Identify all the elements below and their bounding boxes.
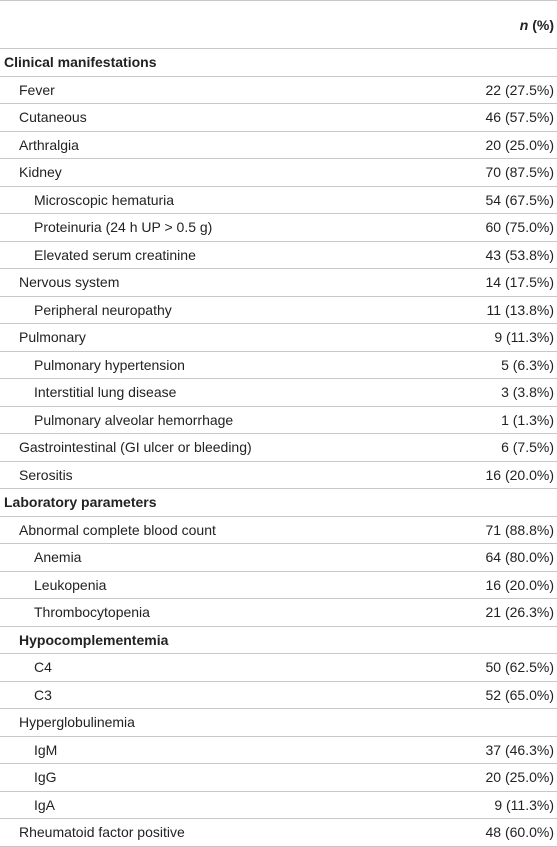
row-label: Pulmonary bbox=[0, 324, 430, 352]
row-label: Abnormal complete blood count bbox=[0, 516, 430, 544]
table-body bbox=[0, 49, 557, 847]
table-header bbox=[0, 1, 557, 49]
row-label: Gastrointestinal (GI ulcer or bleeding) bbox=[0, 434, 430, 462]
row-label: Pulmonary hypertension bbox=[0, 351, 430, 379]
row-value: 1 (1.3%) bbox=[430, 406, 557, 434]
row-label: C3 bbox=[0, 681, 430, 709]
table-row bbox=[0, 736, 557, 764]
row-value: 43 (53.8%) bbox=[430, 241, 557, 269]
row-value: 70 (87.5%) bbox=[430, 159, 557, 187]
row-value: 5 (6.3%) bbox=[430, 351, 557, 379]
row-value bbox=[430, 49, 557, 77]
table-row bbox=[0, 76, 557, 104]
row-value: 54 (67.5%) bbox=[430, 186, 557, 214]
row-value: 20 (25.0%) bbox=[430, 131, 557, 159]
row-label: IgM bbox=[0, 736, 430, 764]
row-value: 37 (46.3%) bbox=[430, 736, 557, 764]
row-label: IgA bbox=[0, 791, 430, 819]
row-value bbox=[430, 709, 557, 737]
row-label: Serositis bbox=[0, 461, 430, 489]
row-value bbox=[430, 626, 557, 654]
row-value: 9 (11.3%) bbox=[430, 324, 557, 352]
row-label: Hyperglobulinemia bbox=[0, 709, 430, 737]
row-value: 20 (25.0%) bbox=[430, 764, 557, 792]
table-row bbox=[0, 379, 557, 407]
row-value: 64 (80.0%) bbox=[430, 544, 557, 572]
table-row bbox=[0, 159, 557, 187]
table-row bbox=[0, 571, 557, 599]
row-value: 11 (13.8%) bbox=[430, 296, 557, 324]
row-label: Thrombocytopenia bbox=[0, 599, 430, 627]
n-label: n bbox=[519, 16, 529, 33]
row-label: Peripheral neuropathy bbox=[0, 296, 430, 324]
row-label: Pulmonary alveolar hemorrhage bbox=[0, 406, 430, 434]
row-value: 21 (26.3%) bbox=[430, 599, 557, 627]
row-label: Laboratory parameters bbox=[0, 489, 430, 517]
table-row bbox=[0, 434, 557, 462]
row-label: Fever bbox=[0, 76, 430, 104]
row-value: 46 (57.5%) bbox=[430, 104, 557, 132]
header-label-cell bbox=[0, 1, 430, 49]
row-label: Kidney bbox=[0, 159, 430, 187]
row-value: 6 (7.5%) bbox=[430, 434, 557, 462]
table-row bbox=[0, 654, 557, 682]
table-row bbox=[0, 544, 557, 572]
table-row bbox=[0, 131, 557, 159]
table-row bbox=[0, 461, 557, 489]
row-value: 71 (88.8%) bbox=[430, 516, 557, 544]
row-label: Proteinuria (24 h UP > 0.5 g) bbox=[0, 214, 430, 242]
table-row bbox=[0, 709, 557, 737]
row-value: 52 (65.0%) bbox=[430, 681, 557, 709]
row-value: 60 (75.0%) bbox=[430, 214, 557, 242]
table-row bbox=[0, 599, 557, 627]
table-row bbox=[0, 269, 557, 297]
row-value: 16 (20.0%) bbox=[430, 461, 557, 489]
table-row bbox=[0, 791, 557, 819]
row-value: 22 (27.5%) bbox=[430, 76, 557, 104]
row-label: Nervous system bbox=[0, 269, 430, 297]
row-value: 16 (20.0%) bbox=[430, 571, 557, 599]
table-row bbox=[0, 351, 557, 379]
table-row bbox=[0, 49, 557, 77]
header-row bbox=[0, 1, 557, 49]
row-label: Interstitial lung disease bbox=[0, 379, 430, 407]
row-value: 9 (11.3%) bbox=[430, 791, 557, 819]
row-value: 48 (60.0%) bbox=[430, 819, 557, 847]
row-label: C4 bbox=[0, 654, 430, 682]
header-value-cell bbox=[430, 1, 557, 49]
row-label: Microscopic hematuria bbox=[0, 186, 430, 214]
table-row bbox=[0, 516, 557, 544]
row-label: Hypocomplementemia bbox=[0, 626, 430, 654]
row-label: Cutaneous bbox=[0, 104, 430, 132]
row-label: Leukopenia bbox=[0, 571, 430, 599]
table-row bbox=[0, 489, 557, 517]
table-row bbox=[0, 406, 557, 434]
row-label: Rheumatoid factor positive bbox=[0, 819, 430, 847]
table-row bbox=[0, 241, 557, 269]
row-value: 14 (17.5%) bbox=[430, 269, 557, 297]
row-value bbox=[430, 489, 557, 517]
row-label: Clinical manifestations bbox=[0, 49, 430, 77]
table-row bbox=[0, 214, 557, 242]
table-row bbox=[0, 296, 557, 324]
table-row bbox=[0, 104, 557, 132]
row-label: Anemia bbox=[0, 544, 430, 572]
row-value: 3 (3.8%) bbox=[430, 379, 557, 407]
table-row bbox=[0, 324, 557, 352]
percent-label: (%) bbox=[528, 16, 554, 33]
table-row bbox=[0, 681, 557, 709]
table-row bbox=[0, 764, 557, 792]
row-label: Elevated serum creatinine bbox=[0, 241, 430, 269]
table-row bbox=[0, 626, 557, 654]
table-row bbox=[0, 819, 557, 847]
table-row bbox=[0, 186, 557, 214]
row-label: IgG bbox=[0, 764, 430, 792]
row-value: 50 (62.5%) bbox=[430, 654, 557, 682]
row-label: Arthralgia bbox=[0, 131, 430, 159]
